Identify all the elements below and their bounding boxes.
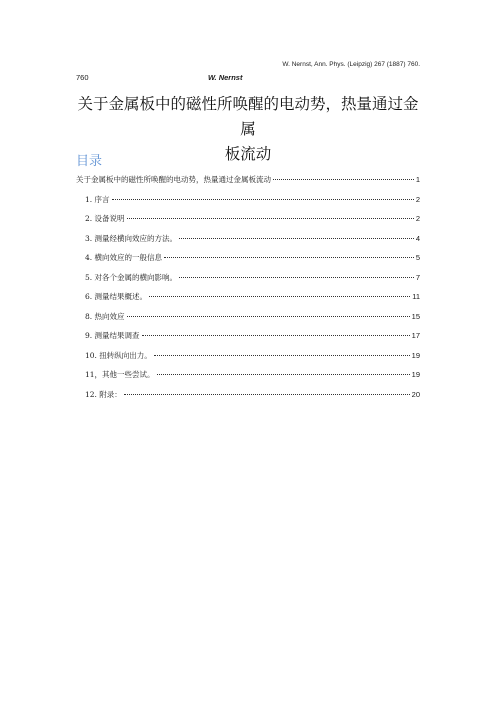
toc-entry[interactable] — [76, 272, 420, 292]
toc-entry[interactable] — [76, 194, 420, 214]
toc-entry-label: 8. 热向效应 — [85, 311, 125, 321]
toc-leader — [157, 374, 410, 375]
toc-heading: 目录 — [76, 154, 103, 169]
toc-entry-page: 19 — [411, 370, 420, 379]
toc-leader — [273, 179, 414, 180]
toc-entry[interactable] — [76, 213, 420, 233]
document-title — [70, 92, 426, 167]
citation-header: W. Nernst, Ann. Phys. (Leipzig) 267 (1887) 760. — [282, 61, 420, 68]
toc-entry[interactable] — [76, 174, 420, 194]
toc-entry-page: 4 — [415, 233, 420, 243]
toc-leader — [124, 394, 410, 395]
table-of-contents — [76, 174, 420, 408]
toc-entry-label: 11，其他一些尝试。 — [85, 370, 155, 379]
toc-entry-page: 2 — [415, 194, 420, 204]
toc-entry[interactable] — [76, 350, 420, 370]
toc-entry[interactable] — [76, 252, 420, 272]
toc-entry-label: 4. 横向效应的一般信息 — [85, 253, 163, 262]
toc-entry[interactable] — [76, 389, 420, 409]
toc-leader — [179, 277, 414, 278]
toc-leader — [164, 257, 414, 258]
toc-entry-label: 10. 扭转纵向出力。 — [85, 350, 152, 360]
toc-entry-label: 9. 测量结果调查 — [85, 331, 140, 340]
toc-entry-page: 17 — [411, 331, 420, 340]
toc-leader — [154, 355, 410, 356]
toc-leader — [127, 316, 410, 317]
toc-leader — [112, 199, 414, 200]
toc-entry-label: 关于金属板中的磁性所唤醒的电动势，热量通过金属板流动 — [76, 175, 271, 184]
toc-entry-page: 15 — [411, 311, 420, 321]
toc-entry-page: 5 — [415, 253, 420, 262]
toc-leader — [142, 335, 410, 336]
toc-entry[interactable] — [76, 330, 420, 350]
toc-entry-page: 7 — [415, 272, 420, 282]
toc-entry-page: 19 — [411, 350, 420, 360]
toc-entry-label: 1. 序言 — [85, 194, 110, 204]
toc-entry-label: 2. 设备说明 — [85, 214, 125, 223]
toc-entry-page: 20 — [411, 389, 420, 399]
toc-entry-label: 3. 测量经横向效应的方法。 — [85, 233, 178, 243]
document-title-line1: 关于金属板中的磁性所唤醒的电动势，热量通过金属 — [77, 95, 419, 138]
toc-entry-label: 12. 附录： — [85, 389, 122, 399]
running-head-author: W. Nernst — [208, 73, 243, 82]
toc-entry-page: 1 — [415, 175, 420, 184]
toc-leader — [179, 238, 414, 239]
toc-entry-page: 11 — [412, 292, 420, 301]
running-head — [76, 73, 420, 83]
toc-entry-label: 5. 对各个金属的横向影响。 — [85, 272, 178, 282]
toc-entry-label: 6. 测量结果概述。 — [85, 292, 148, 301]
toc-entry[interactable] — [76, 233, 420, 253]
document-title-line2: 板流动 — [224, 145, 272, 163]
toc-entry[interactable] — [76, 311, 420, 331]
toc-entry[interactable] — [76, 291, 420, 311]
page-number: 760 — [76, 73, 89, 82]
toc-leader — [127, 218, 414, 219]
toc-entry[interactable] — [76, 369, 420, 389]
toc-leader — [149, 296, 410, 297]
toc-entry-page: 2 — [415, 214, 420, 223]
